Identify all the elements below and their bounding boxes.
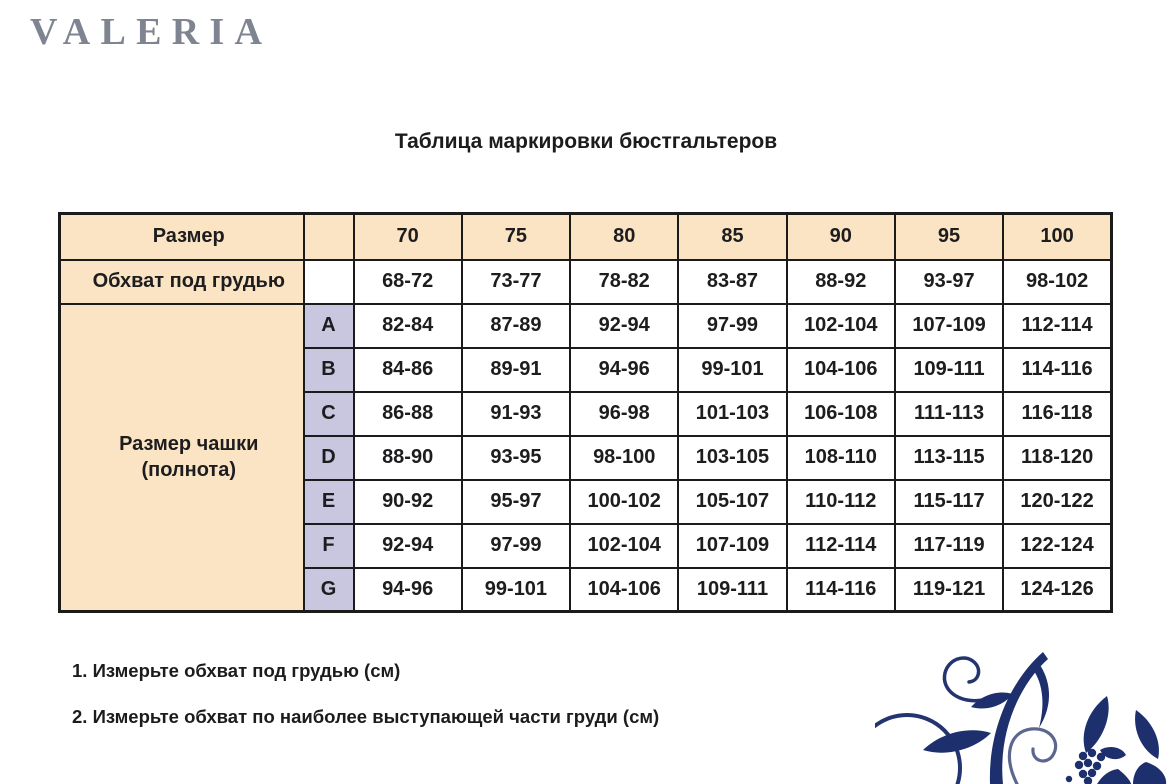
table-cell: 93-97 bbox=[895, 260, 1003, 304]
table-cell: 89-91 bbox=[462, 348, 570, 392]
size-label-cell: Размер bbox=[60, 214, 304, 260]
bra-size-table bbox=[58, 212, 1113, 613]
table-cell: 114-116 bbox=[1003, 348, 1111, 392]
table-cell: 99-101 bbox=[462, 568, 570, 612]
instruction-step-1: 1. Измерьте обхват под грудью (см) bbox=[72, 660, 401, 681]
table-cell: 94-96 bbox=[570, 348, 678, 392]
table-cell: 98-102 bbox=[1003, 260, 1111, 304]
table-cell: 100-102 bbox=[570, 480, 678, 524]
table-cell: 73-77 bbox=[462, 260, 570, 304]
table-cell: 119-121 bbox=[895, 568, 1003, 612]
cup-label-line1: Размер чашки bbox=[119, 433, 259, 456]
table-cell: 124-126 bbox=[1003, 568, 1111, 612]
cup-letter-cell: B bbox=[304, 348, 354, 392]
cup-letter-cell: G bbox=[304, 568, 354, 612]
table-cell: 90-92 bbox=[354, 480, 462, 524]
size-col-header: 80 bbox=[570, 214, 678, 260]
table-cell: 113-115 bbox=[895, 436, 1003, 480]
table-cell: 112-114 bbox=[787, 524, 895, 568]
underbust-empty-cell bbox=[304, 260, 354, 304]
table-cell: 92-94 bbox=[354, 524, 462, 568]
brand-logo: VALERIA bbox=[30, 11, 273, 53]
table-cell: 91-93 bbox=[462, 392, 570, 436]
table-cell: 86-88 bbox=[354, 392, 462, 436]
cup-letter-cell: C bbox=[304, 392, 354, 436]
table-cell: 68-72 bbox=[354, 260, 462, 304]
table-cell: 96-98 bbox=[570, 392, 678, 436]
table-cell: 104-106 bbox=[787, 348, 895, 392]
underbust-label-cell: Обхват под грудью bbox=[60, 260, 304, 304]
table-header-row bbox=[60, 214, 1112, 260]
table-cell: 97-99 bbox=[678, 304, 786, 348]
page-title: Таблица маркировки бюстгальтеров bbox=[394, 130, 778, 153]
table-cell: 94-96 bbox=[354, 568, 462, 612]
table-cell: 114-116 bbox=[787, 568, 895, 612]
cup-letter-cell: F bbox=[304, 524, 354, 568]
cup-letter-cell: D bbox=[304, 436, 354, 480]
floral-flourish-icon bbox=[875, 650, 1167, 784]
instruction-step-2: 2. Измерьте обхват по наиболее выступающей части груди (см) bbox=[72, 706, 660, 727]
table-cell: 118-120 bbox=[1003, 436, 1111, 480]
table-cell: 103-105 bbox=[678, 436, 786, 480]
table-cell: 102-104 bbox=[570, 524, 678, 568]
table-cell: 107-109 bbox=[895, 304, 1003, 348]
table-cell: 99-101 bbox=[678, 348, 786, 392]
table-cell: 83-87 bbox=[678, 260, 786, 304]
table-cell: 98-100 bbox=[570, 436, 678, 480]
table-cell: 101-103 bbox=[678, 392, 786, 436]
table-cell: 105-107 bbox=[678, 480, 786, 524]
table-cell: 107-109 bbox=[678, 524, 786, 568]
table-cell: 106-108 bbox=[787, 392, 895, 436]
cup-letter-cell: E bbox=[304, 480, 354, 524]
corner-empty-cell bbox=[304, 214, 354, 260]
table-cell: 116-118 bbox=[1003, 392, 1111, 436]
size-col-header: 95 bbox=[895, 214, 1003, 260]
size-col-header: 70 bbox=[354, 214, 462, 260]
cup-row bbox=[60, 304, 1112, 348]
size-col-header: 100 bbox=[1003, 214, 1111, 260]
table-cell: 111-113 bbox=[895, 392, 1003, 436]
table-cell: 117-119 bbox=[895, 524, 1003, 568]
table-cell: 95-97 bbox=[462, 480, 570, 524]
table-cell: 102-104 bbox=[787, 304, 895, 348]
table-cell: 78-82 bbox=[570, 260, 678, 304]
cup-label-line2: (полнота) bbox=[141, 459, 237, 482]
table-cell: 82-84 bbox=[354, 304, 462, 348]
cup-letter-cell: A bbox=[304, 304, 354, 348]
table-cell: 109-111 bbox=[678, 568, 786, 612]
table-cell: 112-114 bbox=[1003, 304, 1111, 348]
table-cell: 115-117 bbox=[895, 480, 1003, 524]
size-col-header: 75 bbox=[462, 214, 570, 260]
cup-label-cell bbox=[60, 304, 304, 612]
table-cell: 109-111 bbox=[895, 348, 1003, 392]
table-cell: 93-95 bbox=[462, 436, 570, 480]
table-cell: 84-86 bbox=[354, 348, 462, 392]
underbust-row bbox=[60, 260, 1112, 304]
size-col-header: 90 bbox=[787, 214, 895, 260]
table-cell: 92-94 bbox=[570, 304, 678, 348]
table-cell: 88-90 bbox=[354, 436, 462, 480]
size-col-header: 85 bbox=[678, 214, 786, 260]
table-cell: 110-112 bbox=[787, 480, 895, 524]
table-cell: 122-124 bbox=[1003, 524, 1111, 568]
table-cell: 87-89 bbox=[462, 304, 570, 348]
table-cell: 97-99 bbox=[462, 524, 570, 568]
table-cell: 108-110 bbox=[787, 436, 895, 480]
table-cell: 120-122 bbox=[1003, 480, 1111, 524]
table-cell: 88-92 bbox=[787, 260, 895, 304]
table-cell: 104-106 bbox=[570, 568, 678, 612]
